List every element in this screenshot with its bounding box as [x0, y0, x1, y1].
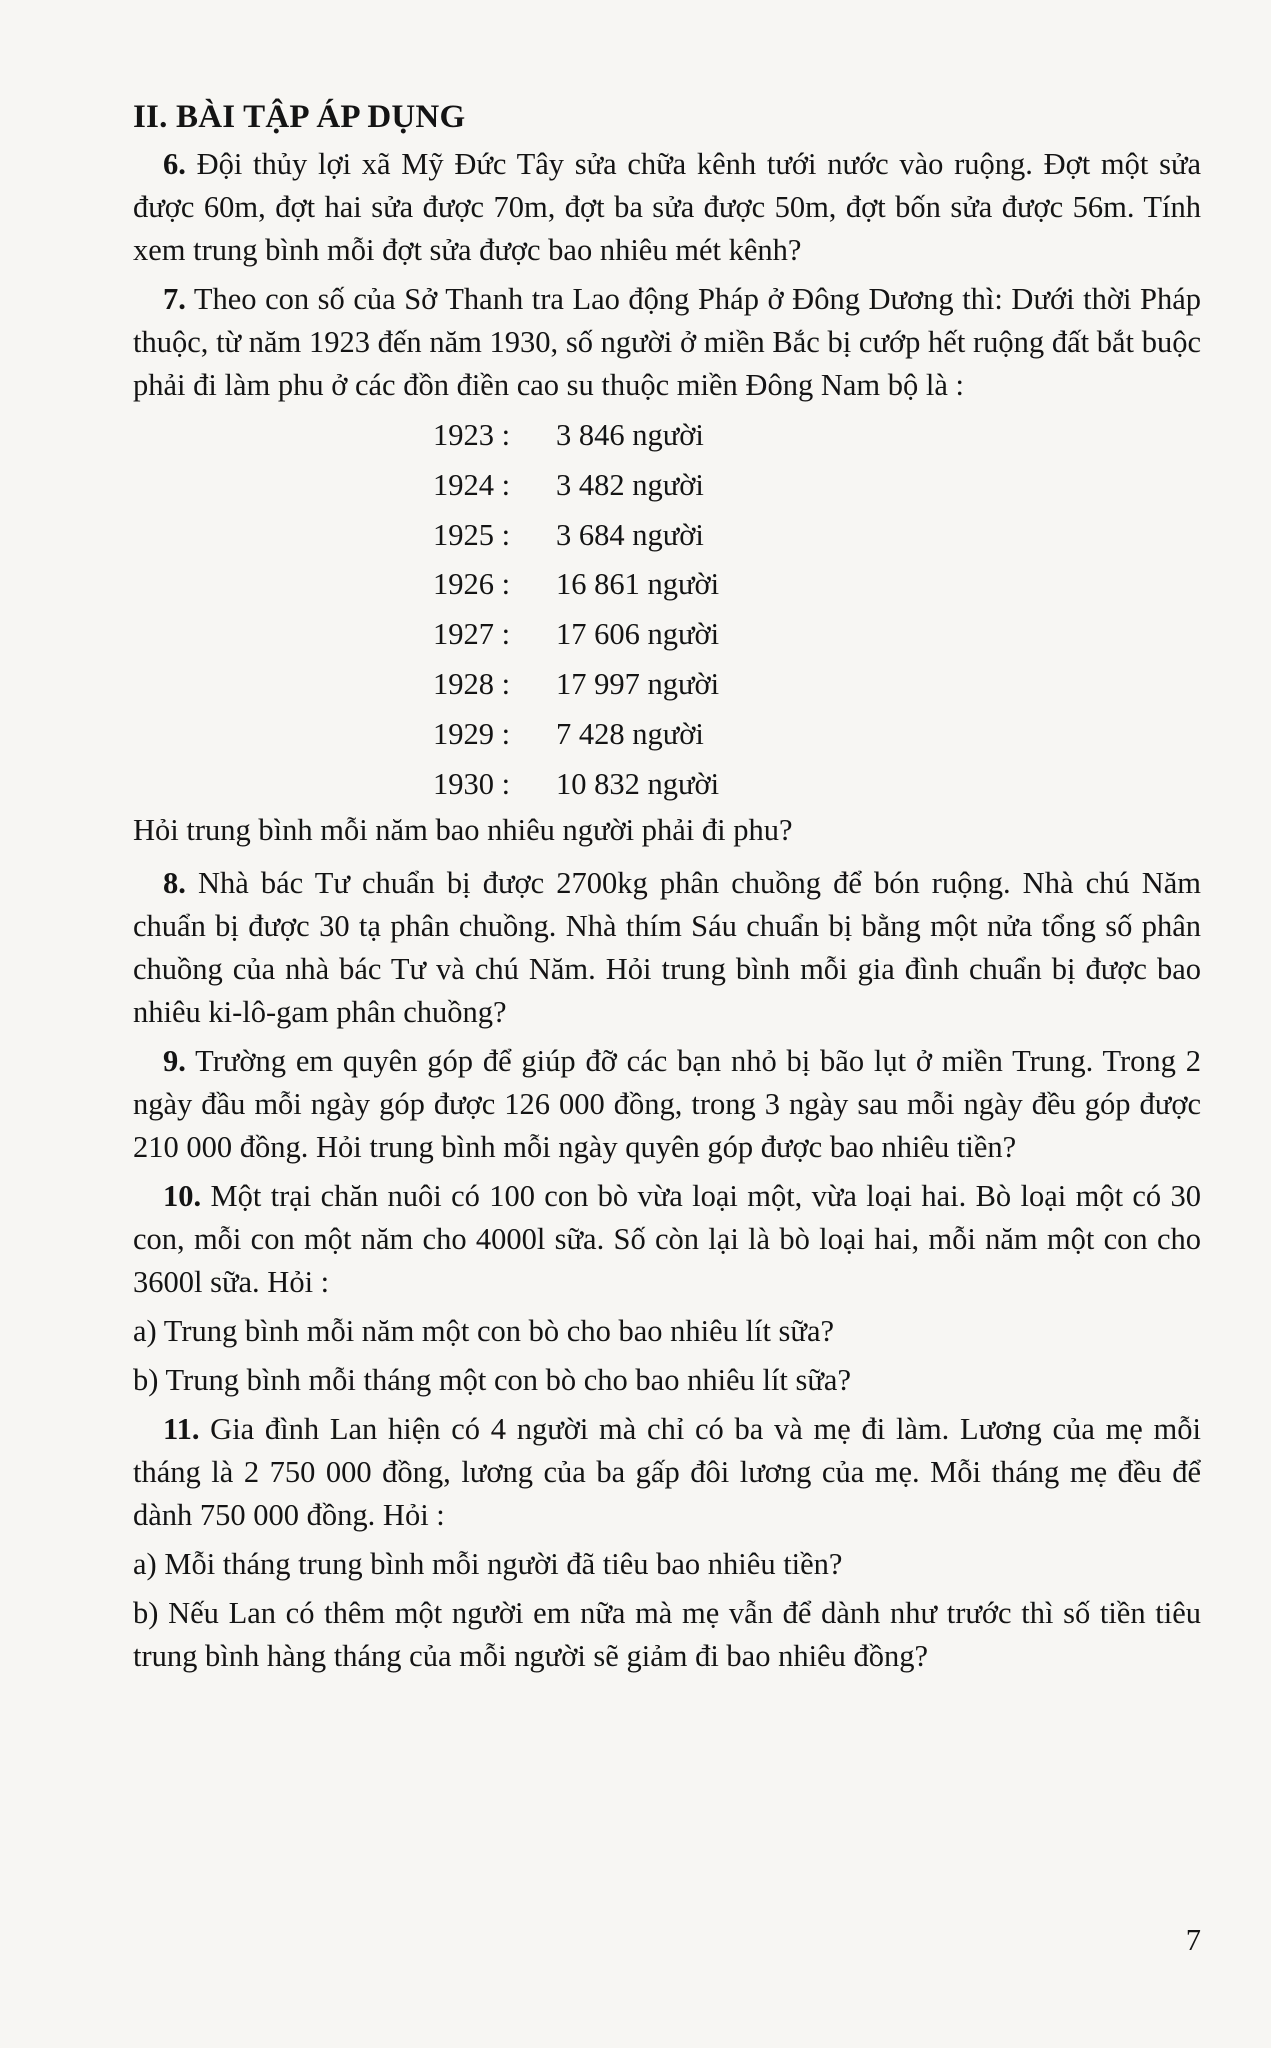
- problem-11-a-text: Mỗi tháng trung bình mỗi người đã tiêu bao nhiêu tiền?: [164, 1547, 843, 1582]
- problem-9: [133, 1040, 1201, 1169]
- problem-9-number: 9.: [163, 1044, 186, 1079]
- problem-11-a-label: a): [133, 1547, 157, 1582]
- table-row: [433, 411, 719, 461]
- problem-8-text: Nhà bác Tư chuẩn bị được 2700kg phân chuồng để bón ruộng. Nhà chú Năm chuẩn bị được 30 tạ phân chuồng. Nhà thím Sáu chuẩn bị bằng một nửa tổng số phân chuồng của nhà bác Tư và chú Năm. Hỏi trung bình mỗi gia đình chuẩn bị được bao nhiêu ki-lô-gam phân chuồng?: [133, 866, 1201, 1030]
- count-cell: 17 606 người: [556, 617, 720, 652]
- table-row: [433, 710, 719, 760]
- table-row: [433, 461, 719, 511]
- problem-6: [133, 143, 1201, 272]
- year-cell: 1923 :: [433, 418, 511, 452]
- count-cell: 3 684 người: [556, 517, 704, 552]
- problem-9-text: Trường em quyên góp để giúp đỡ các bạn nhỏ bị bão lụt ở miền Trung. Trong 2 ngày đầu mỗi ngày góp được 126 000 đồng, trong 3 ngày sau mỗi ngày đều góp được 210 000 đồng. Hỏi trung bình mỗi ngày quyên góp được bao nhiêu tiền?: [133, 1044, 1201, 1165]
- problem-11-number: 11.: [163, 1412, 200, 1447]
- problem-10-b-text: Trung bình mỗi tháng một con bò cho bao nhiêu lít sữa?: [165, 1363, 851, 1398]
- table-row: [433, 610, 719, 660]
- problem-7-text: Theo con số của Sở Thanh tra Lao động Pháp ở Đông Dương thì: Dưới thời Pháp thuộc, từ năm 1923 đến năm 1930, số người ở miền Bắc bị cướp hết ruộng đất bắt buộc phải đi làm phu ở các đồn điền cao su thuộc miền Đông Nam bộ là :: [133, 282, 1201, 402]
- problem-10-number: 10.: [163, 1179, 202, 1214]
- count-cell: 17 997 người: [556, 666, 720, 701]
- problem-11-part-a: [133, 1543, 1201, 1586]
- problem-8-number: 8.: [163, 866, 186, 901]
- count-cell: 3 482 người: [556, 467, 704, 502]
- section-title: II. BÀI TẬP ÁP DỤNG: [133, 99, 466, 135]
- count-cell: 16 861 người: [556, 567, 720, 602]
- count-cell: 7 428 người: [556, 716, 704, 751]
- year-cell: 1929 :: [433, 716, 511, 751]
- problem-10-part-b: [133, 1359, 1201, 1402]
- year-cell: 1927 :: [433, 617, 511, 652]
- problem-7-number: 7.: [163, 282, 186, 316]
- count-cell: 10 832 người: [556, 766, 720, 801]
- problem-10-part-a: [133, 1310, 1201, 1353]
- year-cell: 1924 :: [433, 467, 511, 502]
- problem-8: [133, 862, 1201, 1034]
- table-row: [433, 560, 719, 610]
- problem-7-question: Hỏi trung bình mỗi năm bao nhiêu người phải đi phu?: [133, 813, 793, 848]
- problem-6-number: 6.: [163, 147, 186, 181]
- labor-table: [433, 411, 719, 809]
- problem-11: [133, 1408, 1201, 1537]
- table-row: [433, 511, 719, 561]
- table-row: [433, 660, 719, 710]
- problem-11-part-b: [133, 1592, 1201, 1678]
- year-cell: 1925 :: [433, 517, 511, 552]
- year-cell: 1930 :: [433, 766, 511, 801]
- problem-11-b-text: Nếu Lan có thêm một người em nữa mà mẹ vẫn để dành như trước thì số tiền tiêu trung bình hàng tháng của mỗi người sẽ giảm đi bao nhiêu đồng?: [133, 1596, 1201, 1674]
- problem-7: [133, 278, 1201, 407]
- table-row: [433, 760, 719, 810]
- problem-10-a-text: Trung bình mỗi năm một con bò cho bao nhiêu lít sữa?: [163, 1314, 835, 1349]
- year-cell: 1928 :: [433, 666, 511, 701]
- problem-10: [133, 1175, 1201, 1304]
- problem-11-b-label: b): [133, 1596, 159, 1631]
- problem-10-a-label: a): [133, 1314, 157, 1349]
- textbook-page: [133, 95, 1201, 1684]
- page-number: 7: [1185, 1923, 1201, 1957]
- problem-10-b-label: b): [133, 1363, 159, 1398]
- problem-10-text: Một trại chăn nuôi có 100 con bò vừa loại một, vừa loại hai. Bò loại một có 30 con, mỗi con một năm cho 4000l sữa. Số còn lại là bò loại hai, mỗi năm một con cho 3600l sữa. Hỏi :: [133, 1179, 1201, 1300]
- problem-6-text: Đội thủy lợi xã Mỹ Đức Tây sửa chữa kênh tưới nước vào ruộng. Đợt một sửa được 60m, đợt hai sửa được 70m, đợt ba sửa được 50m, đợt bốn sửa được 56m. Tính xem trung bình mỗi đợt sửa được bao nhiêu mét kênh?: [133, 147, 1202, 267]
- problem-11-text: Gia đình Lan hiện có 4 người mà chỉ có ba và mẹ đi làm. Lương của mẹ mỗi tháng là 2 750 000 đồng, lương của ba gấp đôi lương của mẹ. Mỗi tháng mẹ đều để dành 750 000 đồng. Hỏi :: [133, 1412, 1201, 1533]
- count-cell: 3 846 người: [556, 418, 704, 452]
- year-cell: 1926 :: [433, 567, 511, 602]
